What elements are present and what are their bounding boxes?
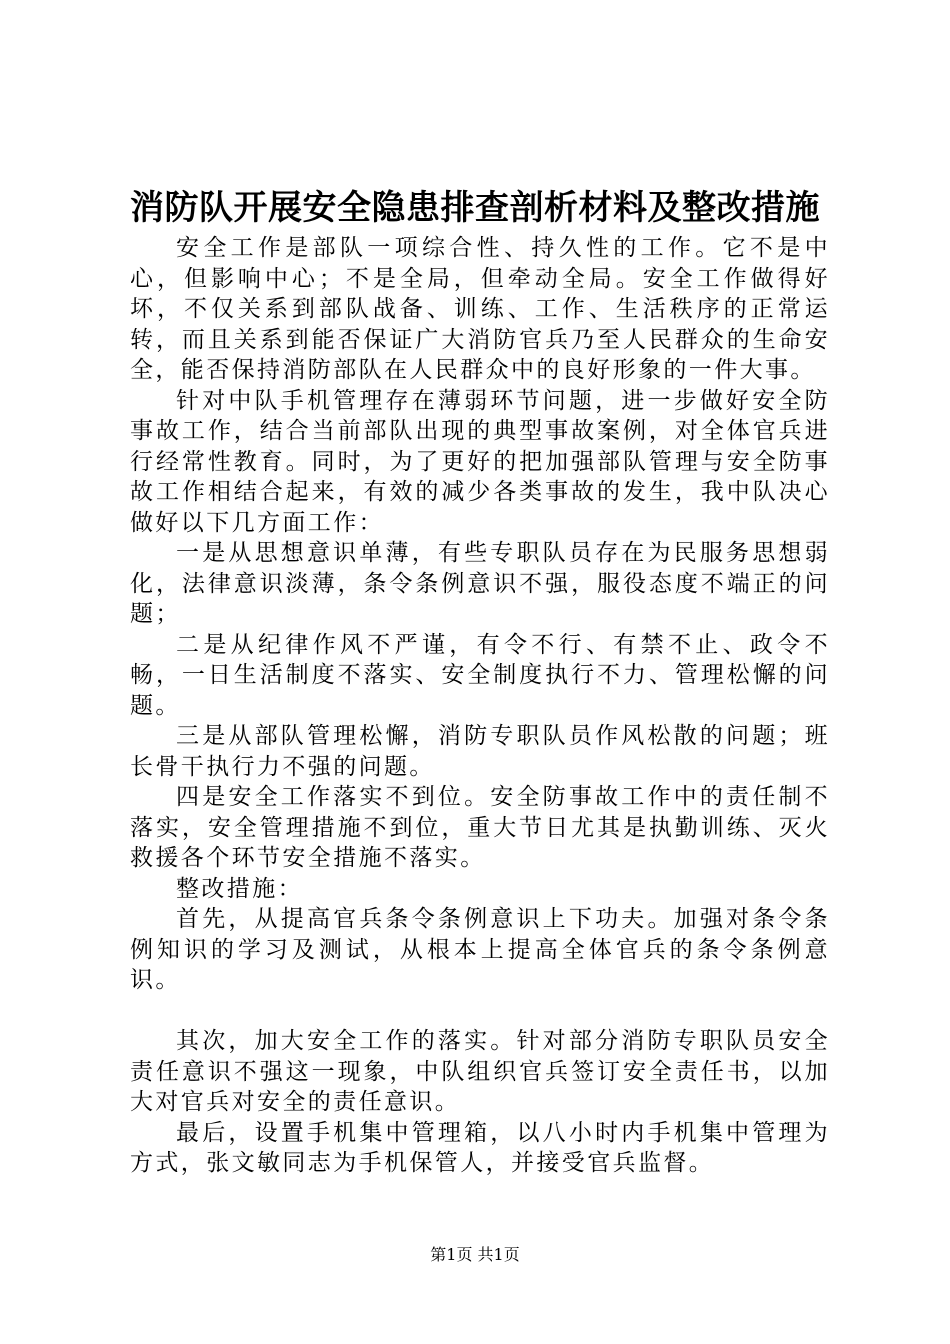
paragraph-measures-heading: 整改措施： (176, 875, 303, 902)
document-title: 消防队开展安全隐患排查剖析材料及整改措施 (130, 188, 820, 228)
paragraph-issue-1: 一是从思想意识单薄，有些专职队员存在为民服务思想弱化，法律意识淡薄，条令条例意识不强，服役态度不端正的问题； (130, 540, 830, 627)
paragraph-issue-2: 二是从纪律作风不严谨，有令不行、有禁不止、政令不畅，一日生活制度不落实、安全制度执行不力、管理松懈的问题。 (130, 631, 830, 719)
page-total: 共1页 (477, 1245, 520, 1264)
paragraph-intro: 安全工作是部队一项综合性、持久性的工作。它不是中心，但影响中心；不是全局，但牵动全局。安全工作做得好坏，不仅关系到部队战备、训练、工作、生活秩序的正常运转，而且关系到能否保证广大消防官兵乃至人民群众的生命安全，能否保持消防部队在人民群众中的良好形象的一件大事。 (130, 235, 830, 383)
paragraph-measure-2: 其次，加大安全工作的落实。针对部分消防专职队员安全责任意识不强这一现象，中队组织官兵签订安全责任书，以加大对官兵对安全的责任意识。 (130, 1028, 830, 1115)
page-footer (0, 1243, 950, 1267)
paragraph-issue-4: 四是安全工作落实不到位。安全防事故工作中的责任制不落实，安全管理措施不到位，重大节日尤其是执勤训练、灭火救援各个环节安全措施不落实。 (130, 784, 830, 871)
paragraph-background: 针对中队手机管理存在薄弱环节问题，进一步做好安全防事故工作，结合当前部队出现的典型事故案例，对全体官兵进行经常性教育。同时，为了更好的把加强部队管理与安全防事故工作相结合起来，有效的减少各类事故的发生，我中队决心做好以下几方面工作： (130, 387, 830, 536)
document-body (130, 233, 830, 1179)
paragraph-issue-3: 三是从部队管理松懈，消防专职队员作风松散的问题；班长骨干执行力不强的问题。 (130, 723, 830, 780)
paragraph-measure-1: 首先，从提高官兵条令条例意识上下功夫。加强对条令条例知识的学习及测试，从根本上提高全体官兵的条令条例意识。 (130, 906, 830, 993)
paragraph-measure-3: 最后，设置手机集中管理箱，以八小时内手机集中管理为方式，张文敏同志为手机保管人，并接受官兵监督。 (130, 1119, 830, 1176)
page-number: 第1页 (430, 1245, 473, 1264)
